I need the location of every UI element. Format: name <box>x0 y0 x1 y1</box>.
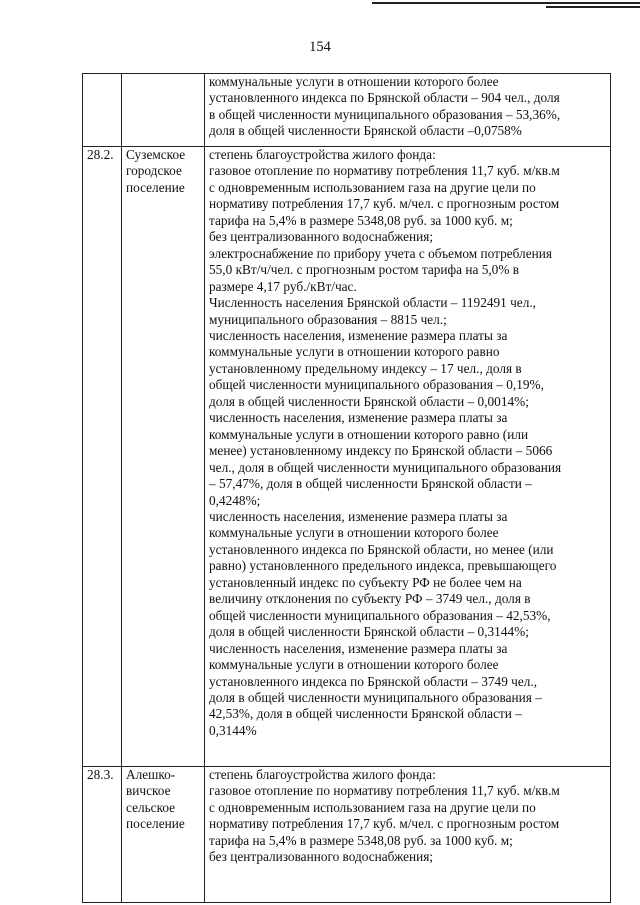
description-line: размере 4,17 руб./кВт/час. <box>209 278 357 294</box>
table-row <box>83 147 611 767</box>
description-cell <box>205 767 611 903</box>
description-line: коммунальные услуги в отношении которого более <box>209 525 499 541</box>
table-row <box>83 74 611 147</box>
settlement-name <box>122 74 205 147</box>
row-number: 28.3. <box>83 767 122 903</box>
settlement-name <box>122 767 205 903</box>
description-line: коммунальные услуги в отношении которого более <box>209 74 499 89</box>
row-number: 28.2. <box>83 147 122 767</box>
description-line: нормативу потребления 17,7 куб. м/чел. с прогнозным ростом <box>209 196 560 212</box>
settlement-name-line: вичское <box>126 783 171 799</box>
description-line: 0,3144% <box>209 722 257 738</box>
description-line: 42,53%, доля в общей численности Брянской области – <box>209 706 522 722</box>
description-line: доля в общей численности муниципального образования – <box>209 689 542 705</box>
description-line: численность населения, изменение размера платы за <box>209 508 508 524</box>
description-line: доля в общей численности Брянской области –0,0758% <box>209 123 522 139</box>
description-line: тарифа на 5,4% в размере 5348,08 руб. за 1000 куб. м; <box>209 832 513 848</box>
scan-edge-line <box>546 6 640 8</box>
page-number: 154 <box>309 39 331 55</box>
description-line: доля в общей численности Брянской области – 0,3144%; <box>209 624 529 640</box>
description-line: – 57,47%, доля в общей численности Брянской области – <box>209 476 532 492</box>
row-number <box>83 74 122 147</box>
settlement-name <box>122 147 205 767</box>
description-line: коммунальные услуги в отношении которого равно (или <box>209 426 529 442</box>
description-line: установленного индекса по Брянской области – 904 чел., доля <box>209 90 560 106</box>
description-line: муниципального образования – 8815 чел.; <box>209 311 447 327</box>
description-line: нормативу потребления 17,7 куб. м/чел. с прогнозным ростом <box>209 816 560 832</box>
settlement-name-line: Суземское <box>126 147 186 162</box>
description-line: с одновременным использованием газа на другие цели по <box>209 179 536 195</box>
description-line: общей численности муниципального образования – 0,19%, <box>209 377 544 393</box>
description-line: степень благоустройства жилого фонда: <box>209 767 436 782</box>
description-line: установленного индекса по Брянской области, но менее (или <box>209 541 554 557</box>
settlement-name-line: сельское <box>126 799 176 815</box>
description-line: 0,4248%; <box>209 492 261 508</box>
description-line: без централизованного водоснабжения; <box>209 229 434 245</box>
description-line: степень благоустройства жилого фонда: <box>209 147 436 162</box>
settlement-name-line: Алешко- <box>126 767 176 782</box>
description-line: чел., доля в общей численности муниципального образования <box>209 459 562 475</box>
description-line: коммунальные услуги в отношении которого более <box>209 657 499 673</box>
document-table <box>82 73 611 903</box>
description-line: коммунальные услуги в отношении которого равно <box>209 344 500 360</box>
description-line: установленного индекса по Брянской области – 3749 чел., <box>209 673 538 689</box>
description-line: тарифа на 5,4% в размере 5348,08 руб. за 1000 куб. м; <box>209 212 513 228</box>
description-line: равно) установленного предельного индекса, превышающего <box>209 558 557 574</box>
description-line: без централизованного водоснабжения; <box>209 849 434 865</box>
description-line: в общей численности муниципального образования – 53,36%, <box>209 106 561 122</box>
settlement-name-line: городское <box>126 163 182 179</box>
description-line: 55,0 кВт/ч/чел. с прогнозным ростом тарифа на 5,0% в <box>209 262 520 278</box>
description-line: величину отклонения по субъекту РФ – 3749 чел., доля в <box>209 591 531 607</box>
description-cell <box>205 147 611 767</box>
description-line: общей численности муниципального образования – 42,53%, <box>209 607 551 623</box>
settlement-name-line: поселение <box>126 179 185 195</box>
scan-edge-line <box>372 2 640 4</box>
table-row <box>83 767 611 903</box>
description-line: менее) установленному индексу по Брянской области – 5066 <box>209 443 553 459</box>
description-line: электроснабжение по прибору учета с объемом потребления <box>209 245 552 261</box>
description-cell <box>205 74 611 147</box>
description-line: численность населения, изменение размера платы за <box>209 327 508 343</box>
description-line: с одновременным использованием газа на другие цели по <box>209 799 536 815</box>
description-line: установленному предельному индексу – 17 чел., доля в <box>209 360 522 376</box>
settlement-name-line: поселение <box>126 816 185 832</box>
description-line: Численность населения Брянской области – 1192491 чел., <box>209 295 536 311</box>
description-line: доля в общей численности Брянской области – 0,0014%; <box>209 393 529 409</box>
description-line: газовое отопление по нормативу потребления 11,7 куб. м/кв.м <box>209 783 560 799</box>
description-line: численность населения, изменение размера платы за <box>209 640 508 656</box>
description-line: газовое отопление по нормативу потребления 11,7 куб. м/кв.м <box>209 163 560 179</box>
description-line: установленный индекс по субъекту РФ не более чем на <box>209 574 522 590</box>
description-line: численность населения, изменение размера платы за <box>209 410 508 426</box>
